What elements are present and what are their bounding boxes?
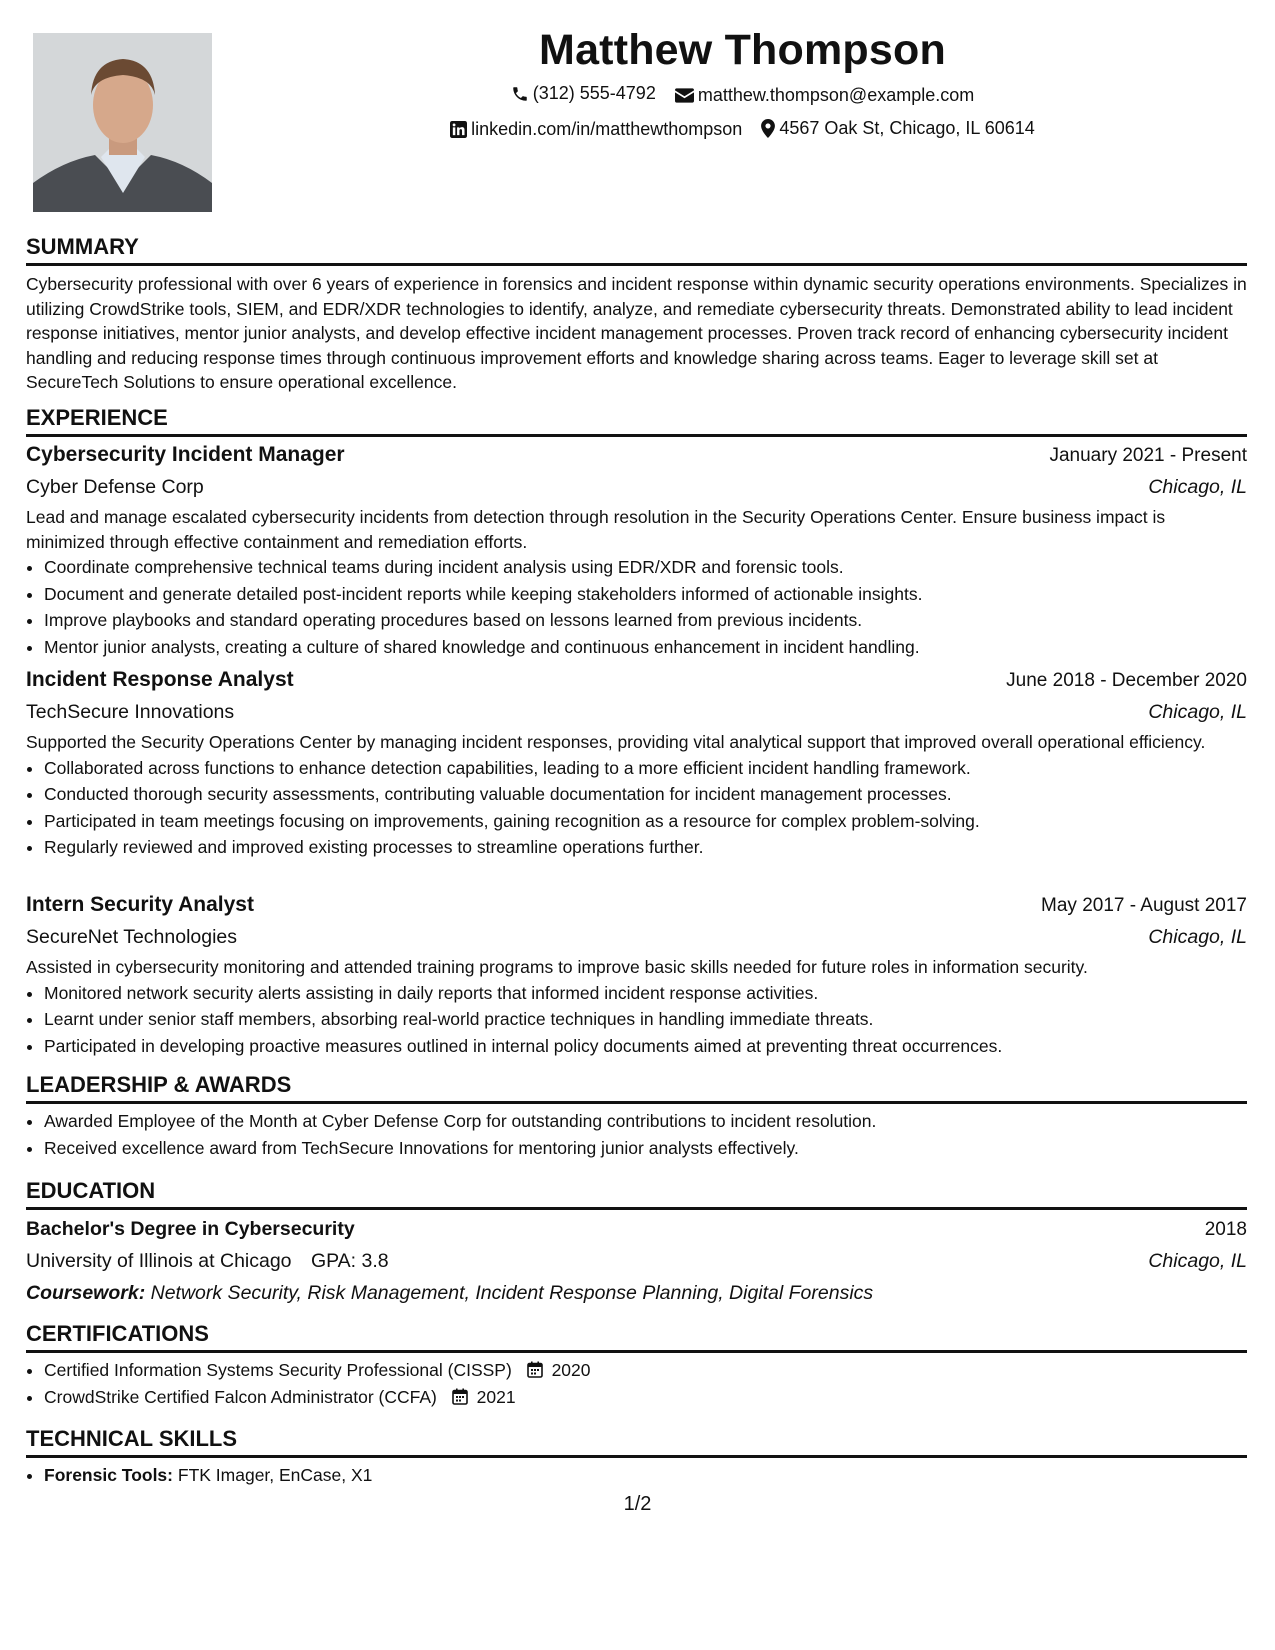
list-item: • Awarded Employee of the Month at Cyber Defense Corp for outstanding contributions to incident resolution. — [44, 1108, 1247, 1135]
calendar-icon — [452, 1388, 468, 1405]
linkedin-url: linkedin.com/in/matthewthompson — [471, 118, 743, 139]
skill-label: Forensic Tools: — [44, 1465, 173, 1485]
linkedin-icon — [450, 121, 467, 138]
address-contact — [761, 113, 1035, 144]
phone-number: (312) 555-4792 — [532, 83, 656, 103]
skills-list — [26, 1462, 1247, 1489]
list-item — [44, 1384, 1247, 1411]
list-item: • Learnt under senior staff members, absorbing real-world practice techniques in handling immediate threats. — [44, 1006, 1247, 1033]
job-bullets — [26, 755, 1247, 861]
job-title: Incident Response Analyst — [26, 668, 294, 691]
graduation-year: 2018 — [1204, 1219, 1247, 1240]
certification-name: Certified Information Systems Security Professional (CISSP) — [44, 1360, 512, 1380]
company-name: SecureNet Technologies — [26, 926, 238, 948]
envelope-icon — [675, 88, 694, 103]
job-dates: May 2017 - August 2017 — [1041, 895, 1247, 916]
job-entry-2 — [26, 665, 1247, 861]
coursework-list: Network Security, Risk Management, Incident Response Planning, Digital Forensics — [150, 1282, 874, 1304]
list-item: • Collaborated across functions to enhance detection capabilities, leading to a more efficient incident handling framework. — [44, 755, 1247, 782]
certification-year: 2020 — [551, 1360, 591, 1380]
summary-heading: SUMMARY — [26, 233, 1247, 266]
list-item: • Coordinate comprehensive technical teams during incident analysis using EDR/XDR and forensic tools. — [44, 554, 1247, 581]
map-pin-icon — [761, 119, 775, 138]
page-number: 1/2 — [623, 1493, 652, 1515]
contact-row-1 — [230, 78, 1255, 113]
gpa: GPA: 3.8 — [310, 1250, 389, 1272]
phone-contact[interactable] — [511, 78, 656, 109]
coursework-label: Coursework: — [26, 1282, 146, 1304]
skills-section — [26, 1462, 1247, 1489]
list-item: • Conducted thorough security assessments, contributing valuable documentation for incident management processes. — [44, 781, 1247, 808]
job-description: Supported the Security Operations Center by managing incident responses, providing vital analytical support that improved overall operational efficiency. — [26, 732, 1206, 752]
leadership-list — [26, 1108, 1247, 1161]
job-location: Chicago, IL — [1148, 476, 1247, 498]
email-address: matthew.thompson@example.com — [697, 84, 975, 105]
job-location: Chicago, IL — [1148, 926, 1247, 948]
certifications-heading: CERTIFICATIONS — [26, 1320, 1247, 1353]
list-item: • Participated in developing proactive measures outlined in internal policy documents aimed at preventing threat occurrences. — [44, 1033, 1247, 1060]
skills-heading: TECHNICAL SKILLS — [26, 1425, 1247, 1458]
list-item: • Monitored network security alerts assisting in daily reports that informed incident response activities. — [44, 980, 1247, 1007]
education-heading: EDUCATION — [26, 1177, 1247, 1210]
education-section — [26, 1214, 1247, 1309]
school-name: University of Illinois at Chicago — [26, 1250, 292, 1272]
job-title: Intern Security Analyst — [26, 893, 254, 916]
summary-text: Cybersecurity professional with over 6 years of experience in forensics and incident response within dynamic security operations environments. Specializes in utilizing CrowdStrike tools, SIEM, and EDR/XDR technologies to identify, analyze, and remediate cybersecurity threats. Demonstrated ability to lead incident response initiatives, mentor junior analysts, and develop effective incident management processes. Proven track record of enhancing cybersecurity incident handling and reducing response times through continuous improvement efforts and knowledge sharing across teams. Eager to leverage skill set at SecureTech Solutions to ensure operational excellence. — [26, 274, 1247, 393]
degree-name: Bachelor's Degree in Cybersecurity — [26, 1218, 355, 1240]
list-item: • Document and generate detailed post-incident reports while keeping stakeholders informed of actionable insights. — [44, 581, 1247, 608]
list-item: • Mentor junior analysts, creating a culture of shared knowledge and continuous enhancement in incident handling. — [44, 634, 1247, 661]
company-name: TechSecure Innovations — [26, 701, 235, 723]
contact-row-2 — [230, 113, 1255, 148]
summary-section — [26, 272, 1247, 395]
list-item: • Participated in team meetings focusing on improvements, gaining recognition as a resource for complex problem-solving. — [44, 808, 1247, 835]
job-title: Cybersecurity Incident Manager — [26, 443, 345, 466]
list-item — [44, 1462, 1247, 1489]
job-location: Chicago, IL — [1148, 701, 1247, 723]
job-description: Assisted in cybersecurity monitoring and attended training programs to improve basic skills needed for future roles in information security. — [26, 957, 1088, 977]
list-item — [44, 1357, 1247, 1384]
profile-photo — [33, 33, 212, 212]
job-bullets — [26, 554, 1247, 660]
leadership-heading: LEADERSHIP & AWARDS — [26, 1071, 1247, 1104]
job-entry-3 — [26, 890, 1247, 1059]
job-entry-1 — [26, 440, 1247, 660]
calendar-icon — [527, 1361, 543, 1378]
certifications-section — [26, 1357, 1247, 1410]
email-contact[interactable] — [675, 80, 974, 111]
job-dates: January 2021 - Present — [1049, 445, 1247, 466]
job-description: Lead and manage escalated cybersecurity incidents from detection through resolution in the Security Operations Center. Ensure business impact is minimized through effective containment and remediation efforts. — [26, 507, 1166, 552]
list-item: • Regularly reviewed and improved existing processes to streamline operations further. — [44, 834, 1247, 861]
list-item: • Received excellence award from TechSecure Innovations for mentoring junior analysts effectively. — [44, 1135, 1247, 1162]
candidate-name: Matthew Thompson — [539, 26, 946, 74]
list-item: • Improve playbooks and standard operating procedures based on lessons learned from previous incidents. — [44, 607, 1247, 634]
resume-header — [230, 22, 1255, 148]
certification-name: CrowdStrike Certified Falcon Administrator (CCFA) — [44, 1386, 437, 1407]
job-dates: June 2018 - December 2020 — [1006, 670, 1247, 691]
school-location: Chicago, IL — [1148, 1250, 1247, 1272]
certifications-list — [26, 1357, 1247, 1410]
job-bullets — [26, 980, 1247, 1060]
experience-heading: EXPERIENCE — [26, 404, 1247, 437]
company-name: Cyber Defense Corp — [26, 476, 204, 498]
coursework — [26, 1277, 1247, 1309]
address: 4567 Oak St, Chicago, IL 60614 — [779, 117, 1035, 138]
phone-icon — [511, 85, 529, 103]
skill-value: FTK Imager, EnCase, X1 — [177, 1465, 373, 1485]
linkedin-contact[interactable] — [450, 114, 742, 145]
leadership-section — [26, 1108, 1247, 1161]
certification-year: 2021 — [476, 1386, 516, 1407]
